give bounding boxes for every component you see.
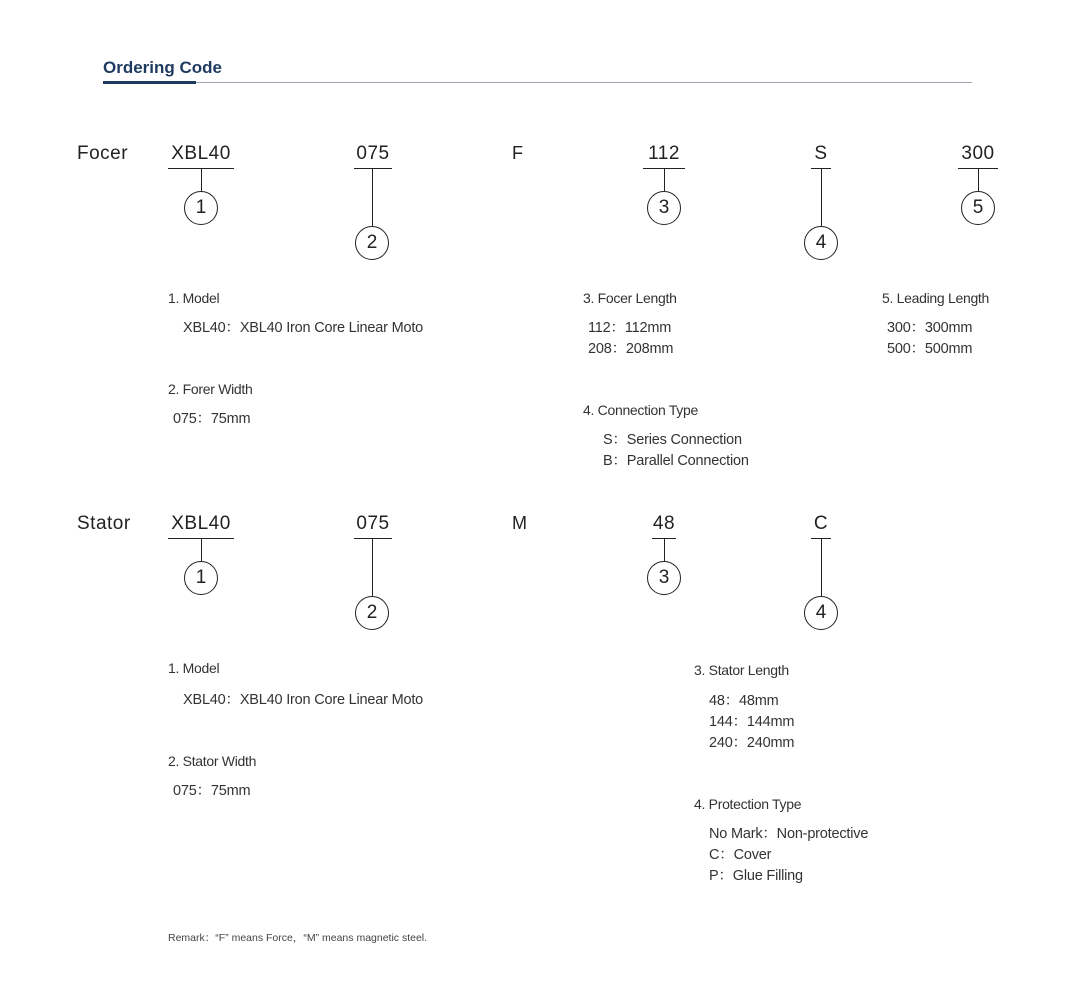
focer-leading-title: 5. Leading Length (882, 290, 990, 306)
title-divider (103, 82, 972, 83)
focer-marker-2: 2 (355, 226, 389, 260)
stator-leader-3 (664, 538, 665, 561)
focer-length-item: 208：208mm (588, 341, 674, 357)
stator-code-model: XBL40 (171, 513, 231, 534)
focer-code-model: XBL40 (171, 143, 231, 164)
focer-width-title: 2. Forer Width (168, 381, 253, 397)
focer-width-item: 075：75mm (173, 411, 251, 427)
stator-marker-2: 2 (355, 596, 389, 630)
focer-label: Focer (77, 143, 129, 164)
focer-marker-3: 3 (647, 191, 681, 225)
focer-connection-item: B：Parallel Connection (603, 453, 749, 469)
stator-label: Stator (77, 513, 131, 534)
stator-protection-item: C：Cover (709, 847, 772, 863)
stator-protection-item: P：Glue Filling (709, 868, 803, 884)
focer-code-leading: 300 (961, 143, 995, 164)
focer-code-width: 075 (356, 143, 390, 164)
section-title: Ordering Code (103, 58, 223, 77)
focer-connection-title: 4. Connection Type (583, 402, 698, 418)
stator-protection-title: 4. Protection Type (694, 796, 802, 812)
focer-code-connection: S (814, 143, 828, 164)
stator-model-title: 1. Model (168, 660, 220, 676)
stator-leader-4 (821, 538, 822, 596)
stator-code-width: 075 (356, 513, 390, 534)
focer-code-length: 112 (648, 143, 680, 164)
stator-leader-1 (201, 538, 202, 561)
focer-leader-5 (978, 168, 979, 191)
stator-width-title: 2. Stator Width (168, 753, 257, 769)
stator-code-m: M (512, 513, 527, 533)
stator-protection-item: No Mark：Non-protective (709, 826, 869, 842)
stator-marker-3: 3 (647, 561, 681, 595)
stator-marker-1: 1 (184, 561, 218, 595)
focer-code-f: F (512, 143, 523, 163)
stator-width-item: 075：75mm (173, 783, 251, 799)
stator-length-item: 48：48mm (709, 693, 779, 709)
focer-marker-5: 5 (961, 191, 995, 225)
focer-model-title: 1. Model (168, 290, 220, 306)
stator-code-protection: C (813, 513, 829, 534)
stator-length-item: 240：240mm (709, 735, 795, 751)
remark-note: Remark：“F” means Force，“M” means magnetic steel. (168, 932, 428, 944)
stator-marker-4: 4 (804, 596, 838, 630)
focer-leader-3 (664, 168, 665, 191)
focer-leading-item: 500：500mm (887, 341, 973, 357)
stator-model-item: XBL40：XBL40 Iron Core Linear Moto (183, 692, 424, 708)
focer-connection-item: S：Series Connection (603, 432, 742, 448)
focer-leading-item: 300：300mm (887, 320, 973, 336)
focer-code-width-underline (354, 168, 392, 169)
focer-length-title: 3. Focer Length (583, 290, 677, 306)
focer-marker-4: 4 (804, 226, 838, 260)
stator-leader-2 (372, 538, 373, 596)
focer-marker-1: 1 (184, 191, 218, 225)
focer-leader-2 (372, 168, 373, 226)
focer-leader-4 (821, 168, 822, 226)
stator-code-length: 48 (652, 513, 676, 534)
title-underline-accent (103, 81, 196, 84)
stator-length-title: 3. Stator Length (694, 662, 789, 678)
focer-leader-1 (201, 168, 202, 191)
focer-length-item: 112：112mm (588, 320, 672, 336)
stator-length-item: 144：144mm (709, 714, 795, 730)
stator-code-width-underline (354, 538, 392, 539)
focer-model-item: XBL40：XBL40 Iron Core Linear Moto (183, 320, 424, 336)
